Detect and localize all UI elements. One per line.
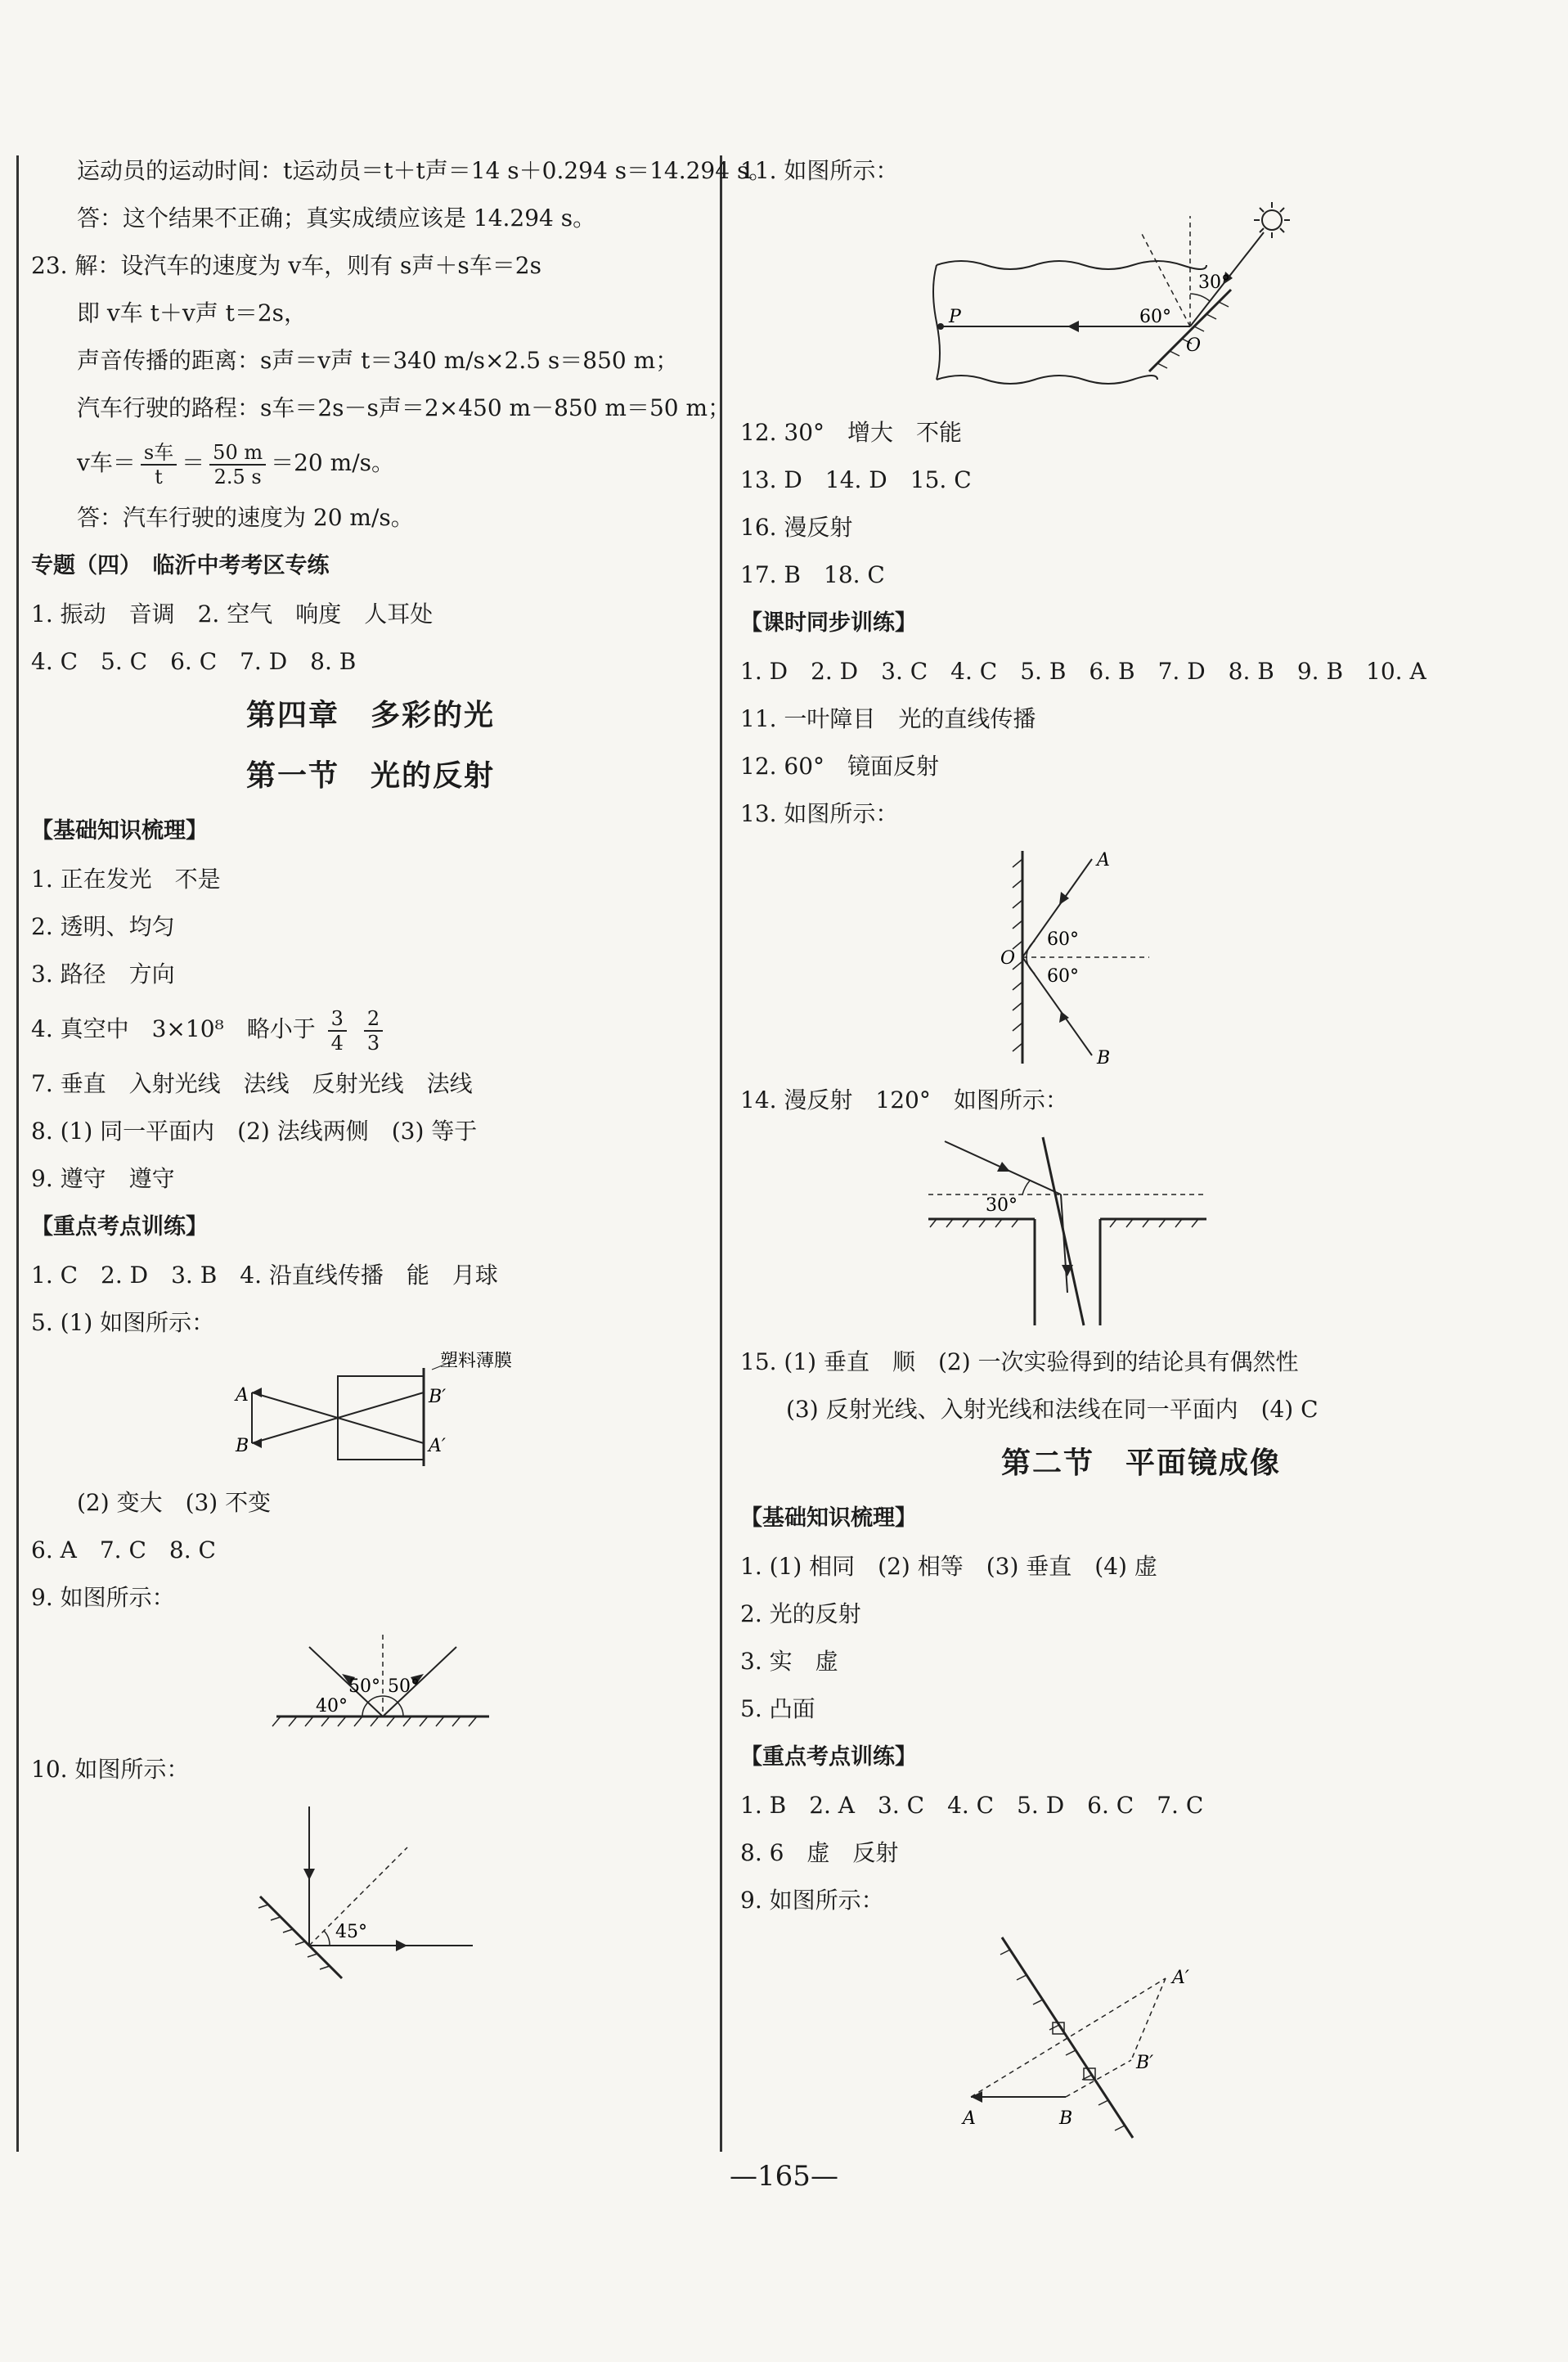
- text-line: 9. 如图所示：: [740, 1887, 884, 1914]
- text-line: 答：这个结果不正确；真实成绩应该是 14.294 s。: [77, 205, 596, 232]
- text-line: 9. 如图所示：: [31, 1584, 175, 1611]
- text-line: 声音传播的距离：s声＝v声 t＝340 m/s×2.5 s＝850 m；: [77, 347, 679, 374]
- text-line: 17. B 18. C: [740, 561, 885, 588]
- text-line: 13. D 14. D 15. C: [740, 466, 972, 493]
- section-heading: 【基础知识梳理】: [740, 1505, 917, 1531]
- formula-line: [31, 432, 710, 494]
- section-heading: 【重点考点训练】: [740, 1744, 917, 1770]
- section-heading: 【重点考点训练】: [31, 1214, 208, 1239]
- label-B-prime: B′: [429, 1387, 447, 1407]
- section-title: 第二节 平面镜成像: [1000, 1446, 1281, 1480]
- formula-rhs: ＝20 m/s。: [271, 449, 394, 476]
- text-line: 运动员的运动时间：t运动员＝t＋t声＝14 s＋0.294 s＝14.294 s。: [77, 157, 772, 184]
- angle-label: 60°: [1139, 307, 1171, 327]
- angle-label: 30°: [986, 1195, 1018, 1216]
- text-line: 9. 遵守 遵守: [31, 1165, 175, 1192]
- text-line: 4. C 5. C 6. C 7. D 8. B: [31, 648, 357, 675]
- left-column: [31, 147, 772, 1991]
- fraction-num: 2: [364, 1007, 383, 1032]
- label-B: B: [236, 1436, 249, 1456]
- fraction-num: 3: [328, 1007, 347, 1032]
- fraction: [328, 1007, 347, 1055]
- label-A: A: [236, 1385, 249, 1406]
- fraction: [364, 1007, 383, 1055]
- text-line: 6. A 7. C 8. C: [31, 1536, 216, 1563]
- text-line: 12. 30° 增大 不能: [740, 419, 963, 446]
- figure-plane-mirror-image: [740, 1929, 1542, 2142]
- text-line: 10. 如图所示：: [31, 1756, 190, 1783]
- fraction: [209, 441, 266, 488]
- text-line: 答：汽车行驶的速度为 20 m/s。: [77, 504, 414, 531]
- angle-label: 60°: [1047, 966, 1079, 987]
- label-B-prime: B′: [1136, 2053, 1154, 2073]
- figure-periscope: [740, 1129, 1542, 1334]
- fraction-num: s车: [141, 441, 177, 466]
- page-number: —165—: [730, 2160, 838, 2193]
- text-line: 15. (1) 垂直 顺 (2) 一次实验得到的结论具有偶然性: [740, 1348, 1299, 1375]
- text-span: 4. 真空中 3×10⁸ 略小于: [31, 1015, 316, 1042]
- text-line: (3) 反射光线、入射光线和法线在同一平面内 (4) C: [786, 1396, 1319, 1423]
- text-line: 13. 如图所示：: [740, 800, 899, 827]
- text-line: 汽车行驶的路程：s车＝2s－s声＝2×450 m－850 m＝50 m；: [77, 394, 731, 421]
- label-A-prime: A′: [1172, 1968, 1189, 1988]
- fraction-den: 3: [366, 1031, 380, 1055]
- angle-label: 60°: [1047, 929, 1079, 950]
- angle-label: 40°: [316, 1696, 348, 1716]
- text-line: 11. 如图所示：: [740, 157, 899, 184]
- label-A-prime: A′: [429, 1436, 446, 1456]
- label-B: B: [1059, 2108, 1073, 2129]
- text-line: 14. 漫反射 120° 如图所示：: [740, 1087, 1068, 1114]
- left-margin-rule: [16, 155, 19, 2152]
- fraction-den: t: [155, 465, 163, 488]
- text-line: (2) 变大 (3) 不变: [77, 1489, 272, 1516]
- text-line: 1. C 2. D 3. B 4. 沿直线传播 能 月球: [31, 1262, 498, 1289]
- text-line: 1. D 2. D 3. C 4. C 5. B 6. B 7. D 8. B 9. B 10. A: [740, 658, 1426, 685]
- section-title: 第一节 光的反射: [245, 759, 495, 793]
- angle-label: 50°: [388, 1676, 420, 1697]
- text-line: 5. 凸面: [740, 1695, 815, 1722]
- text-line: 即 v车 t＋v声 t＝2s，: [77, 299, 308, 326]
- figure-reflection-50: [31, 1626, 710, 1741]
- section-heading: 【课时同步训练】: [740, 610, 917, 636]
- text-line: 1. 正在发光 不是: [31, 866, 221, 893]
- angle-label: 50°: [348, 1676, 380, 1697]
- label-A: A: [1097, 850, 1110, 871]
- text-line: 16. 漫反射: [740, 514, 853, 541]
- text-line: 11. 一叶障目 光的直线传播: [740, 705, 1036, 732]
- formula-lhs: v车＝: [77, 449, 136, 476]
- fraction-num: 50 m: [209, 441, 266, 466]
- label-A: A: [963, 2108, 976, 2129]
- text-line: 8. (1) 同一平面内 (2) 法线两侧 (3) 等于: [31, 1118, 478, 1145]
- label-O: O: [1186, 335, 1202, 356]
- text-line: 7. 垂直 入射光线 法线 反射光线 法线: [31, 1070, 473, 1097]
- text-line: 3. 路径 方向: [31, 961, 175, 988]
- text-line: 1. 振动 音调 2. 空气 响度 人耳处: [31, 601, 434, 628]
- figure-sun-reflection: [740, 200, 1542, 404]
- label-P: P: [949, 307, 961, 327]
- fraction-den: 4: [330, 1031, 344, 1055]
- label-B: B: [1097, 1048, 1111, 1069]
- text-line: [31, 998, 710, 1060]
- label-O: O: [1000, 948, 1016, 969]
- text-line: 2. 透明、均匀: [31, 913, 175, 940]
- text-line: 8. 6 虚 反射: [740, 1839, 899, 1866]
- text-line: 5. (1) 如图所示：: [31, 1309, 215, 1336]
- section-heading: 专题（四） 临沂中考考区专练: [31, 553, 330, 578]
- label-film: 塑料薄膜: [440, 1352, 513, 1371]
- text-line: 23. 解：设汽车的速度为 v车，则有 s声＋s车＝2s: [31, 252, 541, 279]
- chapter-title: 第四章 多彩的光: [245, 699, 495, 732]
- text-line: 3. 实 虚: [740, 1648, 838, 1675]
- fraction: [141, 441, 177, 488]
- figure-mirror-60: [740, 843, 1542, 1072]
- text-line: 2. 光的反射: [740, 1600, 861, 1627]
- angle-label: 30°: [1198, 272, 1230, 293]
- right-column: [740, 147, 1542, 2147]
- angle-label: 45°: [335, 1922, 367, 1942]
- text-line: 1. (1) 相同 (2) 相等 (3) 垂直 (4) 虚: [740, 1553, 1157, 1580]
- figure-pinhole: [31, 1352, 710, 1474]
- text-line: 1. B 2. A 3. C 4. C 5. D 6. C 7. C: [740, 1792, 1204, 1819]
- section-heading: 【基础知识梳理】: [31, 818, 208, 844]
- formula-eq: ＝: [182, 449, 205, 476]
- fraction-den: 2.5 s: [213, 465, 262, 488]
- column-divider: [720, 155, 722, 2152]
- text-line: 12. 60° 镜面反射: [740, 753, 940, 780]
- figure-reflection-45: [31, 1798, 710, 1986]
